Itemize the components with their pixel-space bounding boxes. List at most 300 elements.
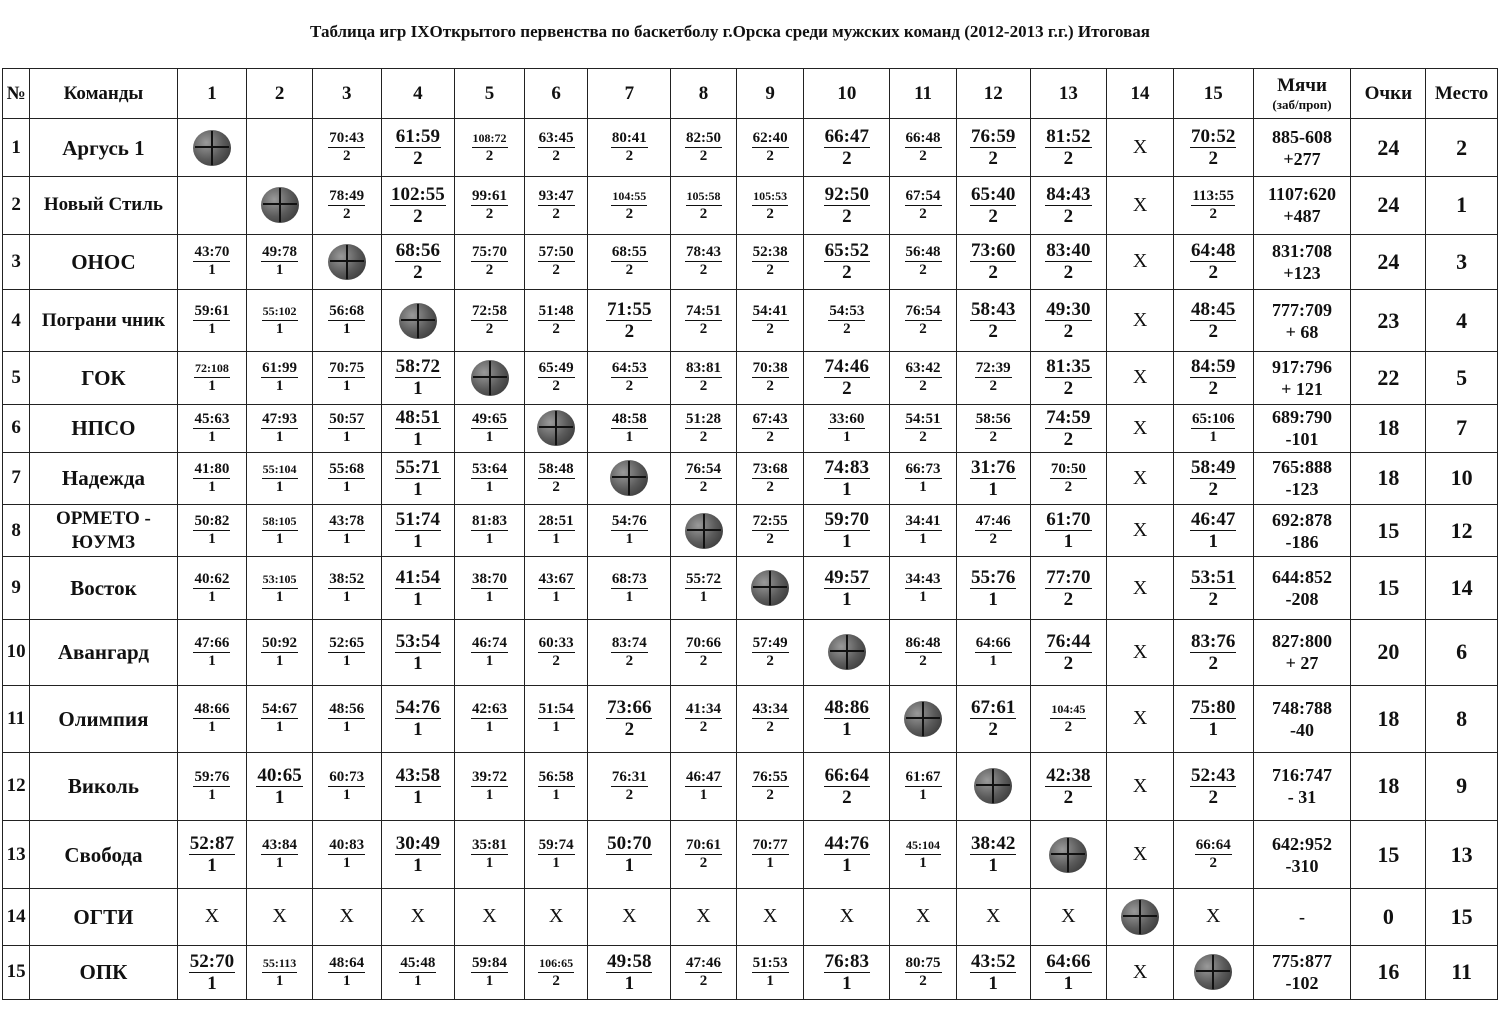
game-points: 2 bbox=[1208, 262, 1218, 284]
game-result: 35:81 bbox=[472, 837, 508, 854]
table-row bbox=[3, 752, 1498, 820]
game-points: 2 bbox=[766, 786, 774, 803]
score-cell bbox=[455, 505, 525, 557]
game-score bbox=[328, 837, 365, 872]
header-col-7: 7 bbox=[588, 69, 671, 119]
score-cell bbox=[1030, 557, 1107, 619]
score-cell bbox=[1030, 889, 1107, 945]
score-cell bbox=[312, 619, 381, 685]
score-cell bbox=[956, 177, 1030, 234]
game-score bbox=[328, 303, 365, 338]
game-score bbox=[193, 461, 230, 496]
game-points: 2 bbox=[699, 148, 708, 165]
game-score bbox=[328, 461, 365, 496]
game-result: 77:70 bbox=[1046, 566, 1091, 588]
game-result: 45:63 bbox=[194, 410, 230, 427]
score-cell bbox=[736, 945, 804, 999]
score-cell bbox=[1173, 945, 1253, 999]
game-result: 51:28 bbox=[686, 410, 721, 427]
game-result: 46:47 bbox=[1191, 509, 1236, 531]
game-points: 1 bbox=[208, 262, 216, 279]
points-cell: 18 bbox=[1351, 404, 1426, 452]
game-score bbox=[538, 571, 575, 606]
game-result: 48:51 bbox=[395, 406, 441, 428]
header-balls bbox=[1253, 69, 1351, 119]
score-cell bbox=[1030, 452, 1107, 504]
game-result: 49:30 bbox=[1046, 299, 1091, 321]
score-cell bbox=[524, 234, 588, 289]
game-result: 52:70 bbox=[189, 950, 235, 972]
game-score bbox=[685, 244, 722, 279]
game-result: 47:66 bbox=[194, 634, 230, 651]
game-points: 2 bbox=[766, 428, 774, 445]
game-score bbox=[261, 635, 298, 670]
table-row bbox=[3, 820, 1498, 888]
basketball-icon bbox=[471, 360, 509, 396]
balls-cell bbox=[1253, 177, 1351, 234]
score-cell bbox=[956, 404, 1030, 452]
game-score bbox=[752, 360, 789, 395]
game-points: 2 bbox=[1208, 148, 1218, 170]
game-points: 2 bbox=[1063, 652, 1074, 674]
game-result: 70:75 bbox=[329, 360, 365, 377]
game-points: 2 bbox=[699, 652, 708, 669]
game-score bbox=[975, 360, 1012, 395]
score-cell bbox=[890, 289, 957, 351]
game-points: 2 bbox=[552, 262, 560, 279]
score-cell bbox=[1030, 619, 1107, 685]
score-cell bbox=[804, 557, 890, 619]
game-points: 2 bbox=[1063, 205, 1074, 227]
points-cell: 18 bbox=[1351, 686, 1426, 752]
game-score bbox=[1045, 299, 1091, 342]
score-cell bbox=[890, 352, 957, 404]
game-points: 1 bbox=[842, 972, 852, 994]
game-result: 54:67 bbox=[262, 701, 298, 718]
balls-cell bbox=[1253, 289, 1351, 351]
game-score bbox=[471, 571, 508, 606]
score-cell bbox=[1030, 352, 1107, 404]
score-cell bbox=[1107, 234, 1174, 289]
game-result: 70:61 bbox=[686, 837, 721, 854]
game-points: 1 bbox=[208, 652, 216, 669]
game-result: 78:43 bbox=[686, 244, 721, 261]
basketball-icon bbox=[751, 570, 789, 606]
game-points: 2 bbox=[552, 148, 560, 165]
score-cell bbox=[736, 289, 804, 351]
no-game-mark: X bbox=[1132, 576, 1148, 599]
score-cell bbox=[381, 234, 455, 289]
game-result: 38:52 bbox=[329, 570, 365, 587]
table-row bbox=[3, 404, 1498, 452]
game-points: 1 bbox=[413, 719, 423, 741]
game-score bbox=[189, 951, 235, 994]
basketball-icon bbox=[261, 187, 299, 223]
game-points: 1 bbox=[275, 428, 284, 445]
team-name: Олимпия bbox=[30, 686, 177, 752]
score-cell bbox=[381, 289, 455, 351]
game-score bbox=[685, 461, 722, 496]
score-cell bbox=[177, 619, 247, 685]
game-result: 113:55 bbox=[1192, 187, 1235, 204]
game-result: 74:83 bbox=[824, 456, 869, 478]
game-result: 68:56 bbox=[395, 240, 441, 262]
score-cell bbox=[671, 619, 737, 685]
game-points: 1 bbox=[342, 478, 351, 495]
game-result: 52:43 bbox=[1191, 764, 1236, 786]
balls-scored-conceded: 831:708 bbox=[1272, 240, 1333, 261]
place-cell: 11 bbox=[1426, 945, 1498, 999]
score-cell bbox=[1173, 289, 1253, 351]
game-result: 58:43 bbox=[971, 299, 1016, 321]
game-result: 54:76 bbox=[395, 697, 441, 719]
basketball-icon bbox=[399, 303, 437, 339]
score-cell bbox=[1173, 889, 1253, 945]
game-result: 78:49 bbox=[329, 187, 365, 204]
game-points: 2 bbox=[625, 262, 634, 279]
score-cell bbox=[736, 234, 804, 289]
game-points: 2 bbox=[766, 531, 774, 548]
game-score bbox=[262, 303, 298, 338]
header-row bbox=[3, 69, 1498, 119]
score-cell bbox=[671, 686, 737, 752]
game-points: 1 bbox=[413, 786, 423, 808]
game-score bbox=[905, 955, 942, 990]
score-cell bbox=[804, 119, 890, 177]
row-number: 8 bbox=[3, 505, 30, 557]
score-cell bbox=[1173, 820, 1253, 888]
game-result: 50:82 bbox=[194, 513, 230, 530]
game-points: 1 bbox=[207, 972, 217, 994]
game-result: 67:54 bbox=[905, 187, 941, 204]
score-cell bbox=[1173, 404, 1253, 452]
score-cell bbox=[381, 889, 455, 945]
game-score bbox=[606, 697, 652, 740]
score-cell bbox=[671, 234, 737, 289]
score-cell bbox=[177, 119, 247, 177]
game-points: 1 bbox=[624, 972, 635, 994]
game-result: 84:43 bbox=[1046, 183, 1091, 205]
score-cell bbox=[890, 557, 957, 619]
game-score bbox=[538, 701, 575, 736]
row-number: 4 bbox=[3, 289, 30, 351]
game-result: 66:64 bbox=[824, 764, 869, 786]
game-result: 55:71 bbox=[395, 456, 441, 478]
game-points: 2 bbox=[919, 652, 927, 669]
game-score bbox=[1045, 240, 1091, 283]
score-cell bbox=[381, 404, 455, 452]
game-score bbox=[752, 411, 789, 446]
game-points: 2 bbox=[842, 378, 852, 400]
game-points: 2 bbox=[699, 719, 708, 736]
game-score bbox=[828, 303, 865, 338]
game-score bbox=[261, 701, 298, 736]
score-cell bbox=[312, 557, 381, 619]
no-game-mark: X bbox=[548, 905, 564, 928]
game-points: 2 bbox=[699, 478, 708, 495]
score-cell bbox=[804, 404, 890, 452]
place-cell: 9 bbox=[1426, 752, 1498, 820]
game-result: 76:44 bbox=[1046, 630, 1091, 652]
game-score bbox=[328, 360, 365, 395]
game-result: 64:66 bbox=[1046, 950, 1091, 972]
game-points: 2 bbox=[1208, 478, 1218, 500]
game-points: 2 bbox=[485, 321, 494, 338]
basketball-icon bbox=[1194, 954, 1232, 990]
game-result: 61:67 bbox=[905, 768, 941, 785]
basketball-icon bbox=[1121, 899, 1159, 935]
score-cell bbox=[381, 686, 455, 752]
game-score bbox=[395, 509, 441, 552]
game-result: 61:99 bbox=[262, 360, 298, 377]
score-cell bbox=[1173, 686, 1253, 752]
game-score bbox=[193, 244, 230, 279]
game-points: 1 bbox=[552, 855, 560, 872]
game-score bbox=[1050, 701, 1086, 736]
game-points: 1 bbox=[919, 855, 927, 872]
game-points: 2 bbox=[766, 148, 774, 165]
game-result: 58:105 bbox=[262, 513, 298, 531]
game-points: 1 bbox=[1209, 428, 1217, 445]
game-points: 1 bbox=[342, 652, 351, 669]
game-score bbox=[328, 571, 365, 606]
game-result: 67:61 bbox=[971, 697, 1016, 719]
score-cell bbox=[804, 686, 890, 752]
score-cell bbox=[956, 452, 1030, 504]
game-score bbox=[395, 356, 441, 399]
score-cell bbox=[890, 945, 957, 999]
score-cell bbox=[455, 889, 525, 945]
game-points: 1 bbox=[342, 786, 351, 803]
game-score bbox=[538, 188, 575, 223]
score-cell bbox=[1030, 289, 1107, 351]
game-points: 2 bbox=[699, 428, 708, 445]
game-score bbox=[752, 955, 789, 990]
game-result: 72:39 bbox=[975, 360, 1011, 377]
team-name: Новый Стиль bbox=[30, 177, 177, 234]
game-points: 1 bbox=[625, 588, 634, 605]
game-result: 66:73 bbox=[905, 460, 941, 477]
game-result: 65:40 bbox=[971, 183, 1016, 205]
game-score bbox=[1190, 509, 1236, 552]
game-result: 34:43 bbox=[905, 570, 941, 587]
score-cell bbox=[1030, 686, 1107, 752]
game-result: 70:77 bbox=[752, 837, 788, 854]
score-cell bbox=[455, 119, 525, 177]
score-cell bbox=[956, 505, 1030, 557]
header-balls-label: Мячи bbox=[1277, 74, 1327, 96]
score-cell bbox=[247, 404, 313, 452]
game-result: 68:73 bbox=[611, 570, 647, 587]
game-score bbox=[752, 303, 789, 338]
score-cell bbox=[247, 352, 313, 404]
game-points: 1 bbox=[275, 855, 284, 872]
game-points: 2 bbox=[766, 321, 774, 338]
game-points: 2 bbox=[919, 148, 927, 165]
score-cell bbox=[524, 686, 588, 752]
score-cell bbox=[804, 752, 890, 820]
team-name: Пограни чник bbox=[30, 289, 177, 351]
game-points: 2 bbox=[842, 262, 852, 284]
basketball-icon bbox=[328, 244, 366, 280]
team-name: ОРМЕТО - ЮУМЗ bbox=[30, 505, 177, 557]
game-result: 54:41 bbox=[752, 303, 788, 320]
game-result: 70:50 bbox=[1050, 460, 1086, 477]
balls-difference: +277 bbox=[1283, 148, 1321, 169]
game-score bbox=[262, 461, 298, 496]
score-cell bbox=[1107, 820, 1174, 888]
game-points: 1 bbox=[485, 428, 494, 445]
game-score bbox=[538, 244, 575, 279]
game-result: 63:45 bbox=[538, 130, 574, 147]
score-cell bbox=[312, 889, 381, 945]
score-cell bbox=[247, 234, 313, 289]
score-cell bbox=[956, 289, 1030, 351]
score-cell bbox=[1030, 505, 1107, 557]
game-points: 2 bbox=[485, 262, 494, 279]
score-cell bbox=[455, 820, 525, 888]
score-cell bbox=[671, 820, 737, 888]
game-score bbox=[905, 513, 942, 548]
team-name: ОНОС bbox=[30, 234, 177, 289]
team-name: ОПК bbox=[30, 945, 177, 999]
game-result: 34:41 bbox=[905, 513, 941, 530]
game-score bbox=[752, 837, 789, 872]
score-cell bbox=[524, 889, 588, 945]
game-score bbox=[824, 833, 870, 876]
game-points: 2 bbox=[1208, 321, 1218, 343]
game-points: 1 bbox=[342, 855, 351, 872]
game-result: 61:59 bbox=[395, 126, 441, 148]
game-score bbox=[193, 513, 230, 548]
score-cell bbox=[455, 945, 525, 999]
no-game-mark: X bbox=[915, 905, 931, 928]
game-result: 50:70 bbox=[607, 833, 652, 855]
game-score bbox=[1045, 509, 1091, 552]
score-cell bbox=[736, 404, 804, 452]
score-cell bbox=[588, 686, 671, 752]
game-result: 83:74 bbox=[611, 634, 647, 651]
no-game-mark: X bbox=[1132, 519, 1148, 542]
game-result: 83:40 bbox=[1046, 240, 1091, 262]
game-points: 1 bbox=[342, 321, 351, 338]
game-score bbox=[905, 769, 942, 804]
game-score bbox=[1190, 356, 1236, 399]
game-result: 108:72 bbox=[472, 130, 508, 148]
score-cell bbox=[524, 820, 588, 888]
game-points: 2 bbox=[1063, 588, 1074, 610]
balls-scored-conceded: 917:796 bbox=[1272, 356, 1333, 377]
game-result: 72:55 bbox=[752, 513, 788, 530]
score-cell bbox=[588, 177, 671, 234]
score-cell bbox=[890, 889, 957, 945]
header-col-6: 6 bbox=[524, 69, 588, 119]
score-cell bbox=[1107, 352, 1174, 404]
score-cell bbox=[524, 404, 588, 452]
game-result: 41:34 bbox=[686, 701, 721, 718]
score-cell bbox=[312, 352, 381, 404]
score-cell bbox=[1107, 619, 1174, 685]
game-result: 38:42 bbox=[971, 833, 1016, 855]
place-cell: 15 bbox=[1426, 889, 1498, 945]
score-cell bbox=[524, 557, 588, 619]
game-result: 73:66 bbox=[607, 697, 652, 719]
score-cell bbox=[455, 177, 525, 234]
score-cell bbox=[1030, 234, 1107, 289]
no-game-mark: X bbox=[1132, 250, 1148, 273]
game-score bbox=[970, 457, 1016, 500]
game-points: 1 bbox=[275, 262, 284, 279]
game-points: 1 bbox=[988, 478, 998, 500]
game-score bbox=[538, 360, 575, 395]
game-score bbox=[905, 571, 942, 606]
game-result: 50:92 bbox=[262, 634, 298, 651]
game-result: 59:61 bbox=[194, 303, 230, 320]
game-points: 1 bbox=[919, 588, 927, 605]
balls-scored-conceded: 775:877 bbox=[1272, 951, 1333, 972]
table-row bbox=[3, 505, 1498, 557]
score-cell bbox=[312, 404, 381, 452]
game-score bbox=[1190, 631, 1236, 674]
game-points: 1 bbox=[485, 652, 494, 669]
game-result: 47:46 bbox=[975, 513, 1011, 530]
score-cell bbox=[312, 452, 381, 504]
balls-difference: -123 bbox=[1285, 479, 1319, 500]
no-game-mark: X bbox=[339, 905, 354, 928]
balls-cell bbox=[1253, 820, 1351, 888]
score-cell bbox=[588, 404, 671, 452]
header-points: Очки bbox=[1351, 69, 1426, 119]
game-score bbox=[395, 697, 441, 740]
game-result: 81:83 bbox=[472, 513, 508, 530]
game-result: 64:66 bbox=[975, 634, 1011, 651]
no-game-mark: X bbox=[696, 905, 711, 928]
game-score bbox=[538, 461, 575, 496]
game-result: 50:57 bbox=[329, 410, 365, 427]
balls-cell bbox=[1253, 452, 1351, 504]
game-score bbox=[471, 303, 508, 338]
game-score bbox=[824, 697, 870, 740]
game-result: 53:51 bbox=[1191, 566, 1236, 588]
score-cell bbox=[1107, 404, 1174, 452]
score-cell bbox=[736, 557, 804, 619]
score-cell bbox=[736, 889, 804, 945]
game-result: 64:53 bbox=[611, 360, 647, 377]
game-points: 2 bbox=[413, 262, 423, 284]
game-score bbox=[193, 701, 230, 736]
score-cell bbox=[247, 945, 313, 999]
score-cell bbox=[1173, 119, 1253, 177]
game-result: 43:78 bbox=[329, 513, 365, 530]
game-score bbox=[611, 635, 648, 670]
header-no: № bbox=[3, 69, 30, 119]
score-cell bbox=[524, 119, 588, 177]
game-score bbox=[970, 833, 1016, 876]
game-result: 40:62 bbox=[194, 570, 230, 587]
game-result: 65:106 bbox=[1191, 410, 1235, 427]
game-points: 1 bbox=[919, 786, 927, 803]
points-cell: 24 bbox=[1351, 234, 1426, 289]
game-points: 1 bbox=[275, 321, 284, 338]
game-points: 2 bbox=[919, 205, 927, 222]
table-row bbox=[3, 289, 1498, 351]
game-result: 54:51 bbox=[905, 410, 941, 427]
points-cell: 20 bbox=[1351, 619, 1426, 685]
game-result: 39:72 bbox=[472, 768, 508, 785]
row-number: 13 bbox=[3, 820, 30, 888]
game-score bbox=[1045, 567, 1091, 610]
score-cell bbox=[455, 557, 525, 619]
